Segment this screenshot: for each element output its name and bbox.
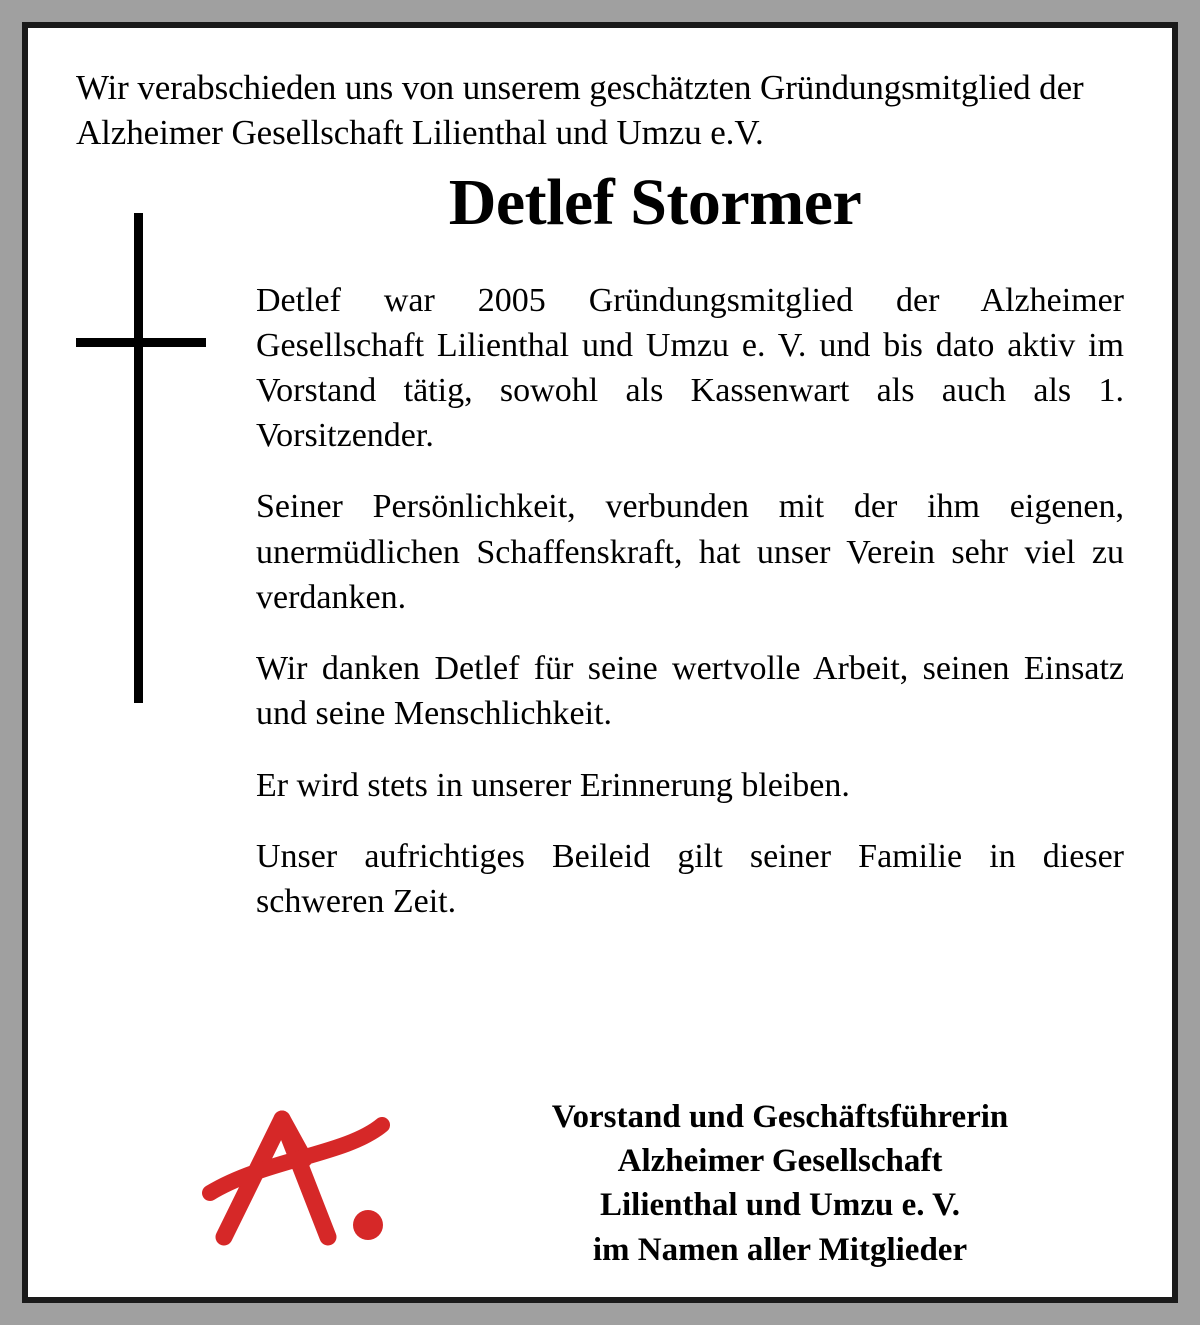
signature-line: im Namen aller Mitglieder [592,1231,968,1268]
tribute-paragraph: Unser aufrichtiges Beileid gilt seiner Familie in dieser schweren Zeit. [256,837,1124,920]
cross-horizontal-bar [76,338,206,347]
intro-text: Wir verabschieden uns von unserem geschätzten Gründungsmitglied der Alzheimer Gesellschaft Lilienthal und Umzu e.V. [76,68,1084,152]
signature-line: Alzheimer Gesellschaft [617,1143,943,1180]
signature-line: Lilienthal und Umzu e. V. [599,1187,961,1224]
christian-cross-icon [76,213,206,703]
tribute-text [256,278,1124,925]
signature-line: Vorstand und Geschäftsführerin [551,1099,1009,1135]
tribute-paragraph: Seiner Persönlichkeit, verbunden mit der ihm eigenen, unermüdlichen Schaffenskraft, hat unser Verein sehr viel zu verdanken. [256,488,1124,616]
signature-block [446,1095,1114,1272]
cross-vertical-bar [134,213,143,703]
obituary-notice [28,28,1172,1297]
obituary-border [22,22,1178,1303]
tribute-paragraph: Er wird stets in unserer Erinnerung bleiben. [256,766,850,804]
deceased-name: Detlef Stormer [448,165,862,239]
tribute-paragraph: Wir danken Detlef für seine wertvolle Arbeit, seinen Einsatz und seine Menschlichkeit. [256,650,1124,733]
tribute-paragraph: Detlef war 2005 Gründungsmitglied der Alzheimer Gesellschaft Lilienthal und Umzu e. V. und bis dato aktiv im Vorstand tätig, sowohl als Kassenwart als auch als 1. Vorsitzender. [256,281,1124,455]
name-row [76,162,1124,272]
obituary-footer [76,1067,1124,1267]
alzheimer-gesellschaft-logo-icon [196,1097,416,1257]
